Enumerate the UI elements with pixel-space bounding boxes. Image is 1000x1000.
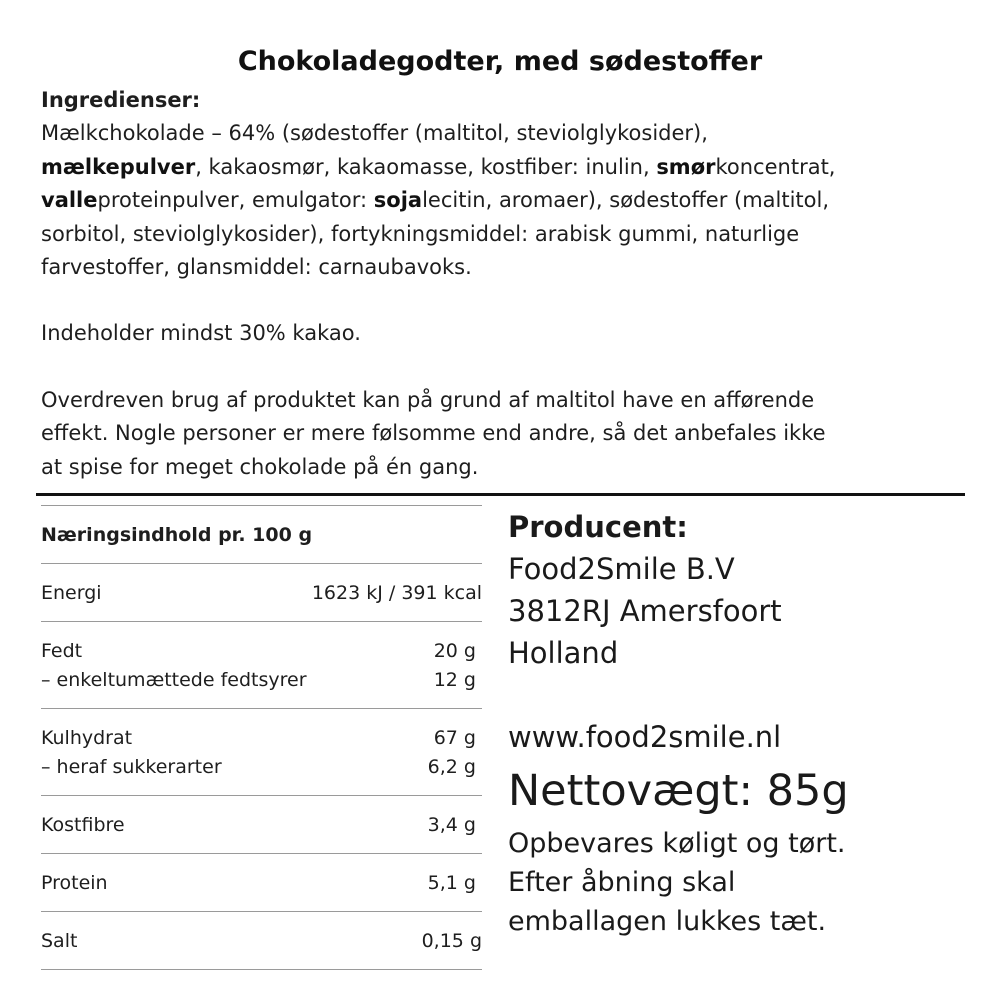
nutrient-label: Kulhydrat: [41, 726, 133, 749]
product-title: Chokoladegodter, med sødestoffer: [237, 46, 763, 77]
laxative-warning: Overdreven brug af produktet kan på grund af maltitol have en afførende effekt. Nogle personer er mere følsomme end andre, så det anbefales ikke at spise for meget chokolade på én gang.: [41, 387, 826, 479]
nutrient-label: Protein: [41, 871, 108, 894]
cocoa-note: Indeholder mindst 30% kakao.: [41, 321, 361, 346]
nutrient-value: 5,1 g: [427, 871, 476, 894]
storage-line-3: emballagen lukkes tæt.: [508, 906, 827, 937]
nutrition-row: [41, 621, 482, 708]
ingredients-text: Mælkchokolade – 64% (sødestoffer (maltitol, steviolglykosider), mælkepulver, kakaosmør, kakaomasse, kostfiber: inulin, smørkoncentrat, valleproteinpulver, emulgator: sojalecitin, aromaer), sødestoffer (maltitol, sorbitol, steviolglykosider), fortykningsmiddel: arabisk gummi, naturlige farvestoffer, glansmiddel: carnaubavoks.: [41, 121, 836, 280]
producer-website: www.food2smile.nl: [508, 720, 782, 754]
nutrition-row: [41, 708, 482, 795]
nutrient-label: Energi: [41, 581, 102, 604]
producer-name: Food2Smile B.V: [508, 552, 735, 586]
nutrition-row: [41, 853, 482, 911]
storage-line-2: Efter åbning skal: [508, 867, 736, 898]
nutrient-label: – heraf sukkerarter: [41, 755, 222, 778]
nutrient-value: 20 g: [433, 639, 476, 662]
nutrient-value: 1623 kJ / 391 kcal: [311, 581, 482, 604]
nutrition-row: [41, 795, 482, 853]
nutrient-label: Fedt: [41, 639, 83, 662]
nutrient-value: 0,15 g: [421, 929, 482, 952]
nutrition-header-row: [41, 505, 482, 563]
nutrient-value: 6,2 g: [427, 755, 476, 778]
nutrient-label: Salt: [41, 929, 78, 952]
storage-line-1: Opbevares køligt og tørt.: [508, 828, 846, 859]
nutrition-row: [41, 563, 482, 621]
ingredients-heading: Ingredienser:: [41, 88, 201, 112]
nutrient-value: 3,4 g: [427, 813, 476, 836]
nutrient-label: Kostfibre: [41, 813, 125, 836]
producer-country: Holland: [508, 636, 619, 670]
nutrition-table: [41, 505, 482, 970]
producer-address: 3812RJ Amersfoort: [508, 594, 782, 628]
producer-heading: Producent:: [508, 510, 688, 544]
producer-section: [508, 506, 968, 941]
nutrient-value: 67 g: [433, 726, 476, 749]
net-weight: Nettovægt: 85g: [508, 766, 849, 816]
nutrition-header: Næringsindhold pr. 100 g: [41, 523, 313, 546]
nutrition-row: [41, 911, 482, 970]
nutrient-label: – enkeltumættede fedtsyrer: [41, 668, 307, 691]
ingredients-section: [41, 84, 941, 484]
nutrient-value: 12 g: [433, 668, 476, 691]
section-divider: [36, 493, 965, 496]
